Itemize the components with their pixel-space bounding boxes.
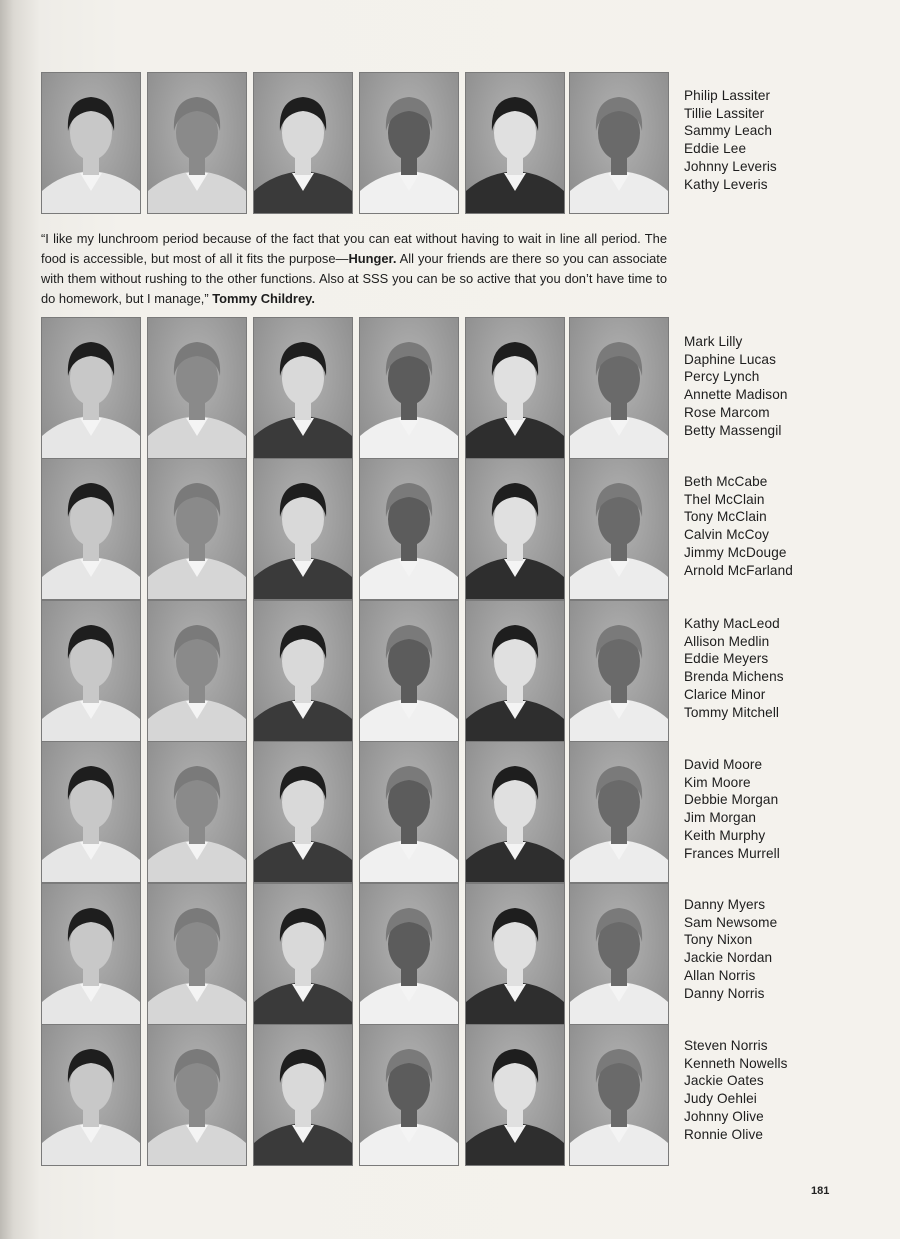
student-name: Johnny Leveris — [684, 158, 777, 174]
student-name: Annette Madison — [684, 387, 788, 403]
student-name: Jim Morgan — [684, 810, 757, 826]
student-name: Jackie Nordan — [684, 950, 773, 966]
student-name: Allison Medlin — [684, 633, 770, 649]
name-list-row-1 — [684, 87, 777, 193]
student-name: Steven Norris — [684, 1038, 768, 1053]
portrait-photo — [253, 1024, 353, 1166]
portrait-photo — [569, 1024, 669, 1166]
portrait-photo — [253, 600, 353, 742]
portrait-photo — [147, 883, 247, 1025]
student-name: Kathy MacLeod — [684, 616, 780, 631]
student-name: Kim Moore — [684, 774, 751, 790]
portrait-photo — [253, 883, 353, 1025]
photo-row-1 — [41, 72, 667, 214]
name-list-row-6 — [684, 896, 777, 1002]
portrait-photo — [41, 1024, 141, 1166]
portrait-photo — [359, 600, 459, 742]
student-name: Jimmy McDouge — [684, 544, 787, 560]
student-name: Tommy Mitchell — [684, 704, 780, 720]
portrait-photo — [147, 1024, 247, 1166]
portrait-photo — [465, 1024, 565, 1166]
quote-text-2: All your friends are there so you can associate with them without rushing to the other functions. Also at SSS you can be so active that you don’t have time to do homework, but I manage,” — [41, 251, 667, 306]
quote-text-1: “I like my lunchroom period because of the fact that you can eat without having to wait in line all period. The food is accessible, but most of all it fits the purpose— — [41, 231, 667, 266]
portrait-photo — [465, 72, 565, 214]
portrait-photo — [147, 317, 247, 459]
portrait-photo — [465, 317, 565, 459]
quote-emphasis: Hunger. — [348, 251, 397, 266]
student-name: Clarice Minor — [684, 686, 766, 702]
portrait-photo — [41, 72, 141, 214]
student-name: Debbie Morgan — [684, 792, 779, 808]
student-name: Eddie Meyers — [684, 651, 769, 667]
portrait-photo — [359, 1024, 459, 1166]
student-name: Ronnie Olive — [684, 1126, 764, 1142]
portrait-photo — [253, 72, 353, 214]
portrait-photo — [569, 458, 669, 600]
student-name: Thel McClain — [684, 491, 765, 507]
student-name: Tony McClain — [684, 509, 767, 525]
quote-author: Tommy Childrey. — [212, 291, 315, 306]
student-name: Kenneth Nowells — [684, 1055, 788, 1071]
name-list-row-3 — [684, 473, 793, 579]
portrait-photo — [465, 883, 565, 1025]
portrait-photo — [253, 458, 353, 600]
student-name: Calvin McCoy — [684, 527, 770, 543]
portrait-photo — [41, 741, 141, 883]
student-name: Danny Norris — [684, 985, 765, 1001]
portrait-photo — [359, 741, 459, 883]
student-name: Sammy Leach — [684, 123, 772, 139]
photo-row-4 — [41, 600, 667, 742]
student-name: Judy Oehlei — [684, 1091, 757, 1107]
student-name: Frances Murrell — [684, 845, 780, 861]
student-name: Tony Nixon — [684, 932, 753, 948]
portrait-photo — [359, 883, 459, 1025]
student-name: Tillie Lassiter — [684, 105, 765, 121]
portrait-photo — [465, 741, 565, 883]
portrait-photo — [359, 458, 459, 600]
student-name: Philip Lassiter — [684, 88, 771, 103]
name-list-row-4 — [684, 615, 784, 721]
portrait-photo — [569, 600, 669, 742]
student-name: Brenda Michens — [684, 669, 784, 685]
student-name: Mark Lilly — [684, 334, 743, 349]
student-name: Eddie Lee — [684, 141, 747, 157]
student-name: Jackie Oates — [684, 1073, 764, 1089]
student-name: Betty Massengil — [684, 422, 782, 438]
student-name: David Moore — [684, 757, 763, 772]
portrait-photo — [465, 600, 565, 742]
photo-row-6 — [41, 883, 667, 1025]
photo-row-2 — [41, 317, 667, 459]
name-list-row-5 — [684, 756, 780, 862]
portrait-photo — [41, 317, 141, 459]
portrait-photo — [569, 72, 669, 214]
photo-row-5 — [41, 741, 667, 883]
portrait-photo — [41, 458, 141, 600]
portrait-photo — [465, 458, 565, 600]
student-name: Allan Norris — [684, 967, 756, 983]
student-name: Rose Marcom — [684, 404, 770, 420]
portrait-photo — [147, 72, 247, 214]
student-name: Danny Myers — [684, 897, 766, 912]
portrait-photo — [147, 741, 247, 883]
student-name: Arnold McFarland — [684, 562, 793, 578]
student-name: Beth McCabe — [684, 474, 768, 489]
photo-row-7 — [41, 1024, 667, 1166]
student-name: Daphine Lucas — [684, 351, 776, 367]
portrait-photo — [359, 317, 459, 459]
photo-row-3 — [41, 458, 667, 600]
portrait-photo — [147, 458, 247, 600]
portrait-photo — [569, 317, 669, 459]
student-name: Sam Newsome — [684, 914, 778, 930]
student-name: Johnny Olive — [684, 1108, 764, 1124]
student-name: Keith Murphy — [684, 827, 766, 843]
portrait-photo — [253, 741, 353, 883]
page-number: 181 — [811, 1185, 830, 1197]
portrait-photo — [41, 883, 141, 1025]
student-quote — [41, 229, 667, 309]
student-name: Kathy Leveris — [684, 176, 768, 192]
portrait-photo — [359, 72, 459, 214]
portrait-photo — [569, 741, 669, 883]
student-name: Percy Lynch — [684, 369, 760, 385]
portrait-photo — [253, 317, 353, 459]
portrait-photo — [147, 600, 247, 742]
name-list-row-7 — [684, 1037, 788, 1143]
name-list-row-2 — [684, 333, 788, 439]
portrait-photo — [41, 600, 141, 742]
portrait-photo — [569, 883, 669, 1025]
